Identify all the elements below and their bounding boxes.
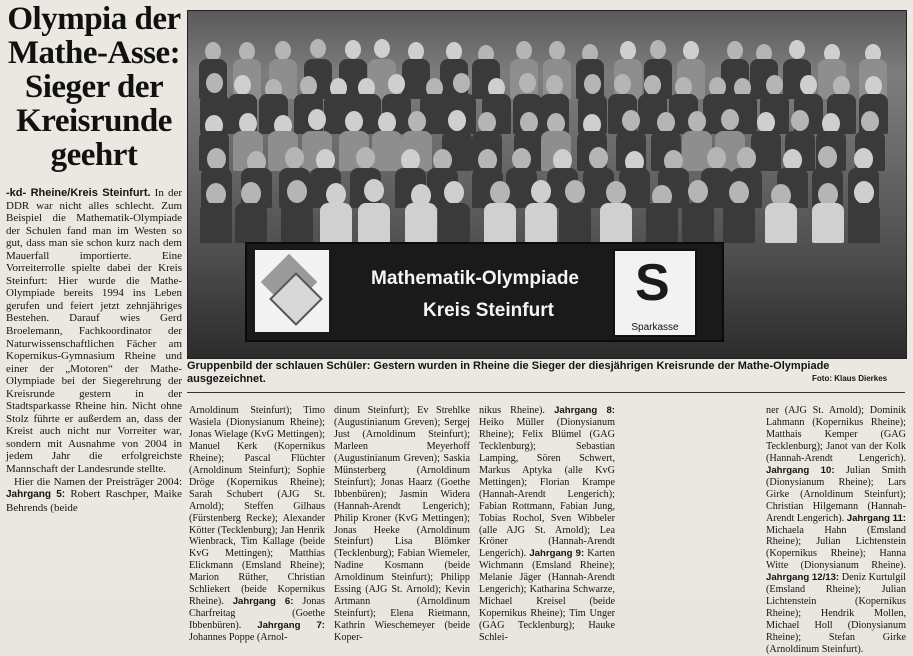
winner-list-text: ner (AJG St. Arnold); Dominik Lahmann (Kopernikus Rheine); Matthais Kemper (GAG Tecklenburg); Janot van der Kolk (Hannah-Arendt Lengerich).: [766, 405, 906, 464]
person-head: [364, 179, 384, 202]
person-body: [812, 203, 844, 243]
text-column: [479, 405, 615, 644]
winner-list-text: Deniz Kurtulgil (Emsland Rheine); Julian Lichtenstein (Kopernikus Rheine); Hendrik Mollen, Michael Holl (Dionysianum Rheine); Stefan Girke (Arnoldinum Steinfurt).: [766, 572, 906, 656]
year-group-label: Jahrgang 10:: [766, 464, 835, 476]
headline-line: Sieger der: [24, 69, 164, 105]
person-body: [682, 131, 712, 171]
person-head: [448, 110, 466, 131]
person-head: [688, 111, 706, 132]
person-body: [646, 203, 678, 243]
text-column: [334, 405, 470, 644]
person-head: [833, 76, 850, 96]
person-head: [620, 41, 636, 60]
text-column: [766, 405, 906, 656]
person-head: [206, 73, 223, 93]
person-body: [320, 203, 352, 243]
person-body: [525, 203, 557, 243]
year-group-label: Jahrgang 6:: [232, 596, 294, 608]
person-body: [848, 203, 880, 243]
person-head: [378, 112, 396, 133]
person-head: [721, 109, 739, 130]
person-body: [751, 131, 781, 171]
person-body: [281, 203, 313, 243]
headline-line: Mathe-Asse:: [7, 35, 181, 71]
sparkasse-label: Sparkasse: [631, 322, 679, 333]
winner-list-text: Julian Smith (Dionysianum Rheine); Lars Girke (Arnoldinum Steinfurt); Christian Hilgemann (Hannah-Arendt Lengerich).: [766, 464, 906, 524]
year-group-label: Jahrgang 7:: [257, 620, 325, 632]
text-column: [189, 405, 325, 644]
lead-paragraph: [6, 476, 182, 515]
person-head: [789, 40, 805, 59]
group-photo: [187, 10, 907, 359]
person-head: [650, 40, 666, 59]
person-body: [402, 59, 430, 99]
person-head: [345, 111, 363, 132]
winner-list-text: Heiko Müller (Dionysianum Rheine); Felix Blümel (GAG Tecklenburg); Sebastian Lamping, Sören Schwert, Markus Aptyka (alle KvG Mettingen); Florian Krampe (Hannah-Arendt Lengerich); Fabian Rottmann, Fabian Jung, Tobias Rochol, Sven Wibbeler (alle AJG St. Arnold); Lea Kröner (Hannah-Arendt Lengerich).: [479, 416, 615, 560]
person-body: [235, 203, 267, 243]
person-head: [546, 75, 563, 95]
year-group-label: Jahrgang 11:: [846, 512, 906, 524]
person-head: [861, 111, 879, 132]
winner-list-text: Karten Wichmann (Emsland Rheine); Melanie Jäger (Hannah-Arendt Lengerich); Katharina Schwarze, Michael Kreisel (beide Kopernikus Rheine); Tim Unger (GAG Tecklenburg); Hauke Schlei-: [479, 548, 616, 644]
person-head: [614, 74, 631, 94]
lead-text: Robert Raschper, Maike Behrends (beide: [6, 488, 182, 514]
winner-list-text: Michaela Hahn (Emsland Rheine); Julian Lichtenstein (Kopernikus Rheine); Hanna Witte (Dionysianum Rheine).: [766, 524, 906, 572]
person-head: [606, 181, 626, 204]
person-head: [478, 112, 496, 133]
photo-caption: Gruppenbild der schlauen Schüler: Gestern wurden in Rheine die Sieger der diesjährigen Kreisrunde der Mathe-Olympiade ausgezeichnet.: [187, 360, 830, 385]
person-head: [519, 73, 536, 93]
person-body: [405, 203, 437, 243]
person-body: [600, 203, 632, 243]
person-head: [683, 41, 699, 60]
year-group-label: Jahrgang 5:: [6, 489, 66, 501]
person-body: [484, 203, 516, 243]
person-head: [791, 110, 809, 131]
person-head: [766, 75, 783, 95]
person-head: [688, 180, 708, 203]
person-head: [275, 41, 291, 60]
person-body: [723, 203, 755, 243]
person-head: [729, 181, 749, 204]
headline-line: Olympia der: [7, 1, 181, 37]
person-body: [438, 203, 470, 243]
person-head: [531, 180, 551, 203]
sparkasse-logo: [613, 249, 697, 337]
person-head: [818, 146, 837, 168]
winner-list-text: dinum Steinfurt); Ev Strehlke (Augustinianum Greven); Sergej Just (Arnoldinum Steinfurt); Marleen Meyerhoff (Augustinianum Greven); Saskia Münsterberg (Arnoldinum Steinfurt); Jonas Haarz (Goethe Ibbenbüren); Jasmin Widera (Hannah-Arendt Lengerich); Philip Kroner (KvG Mettingen); Jonas Heeke (Arnoldinum Steinfurt) Lisa Blömker (Tecklenburg); Fabian Wiemeler, Nadine Kosmann (beide Arnoldinum Steinfurt); Philipp Essing (AJG St. Arnold); Kevin Artmann (Arnoldinum Steinfurt); Elena Rietmann, Kathrin Wieschemeyer (beide Koper-: [334, 405, 470, 644]
person-head: [453, 73, 470, 93]
winner-list-text: Jonas Charfreitag (Goethe Ibbenbüren).: [189, 596, 325, 632]
person-body: [559, 203, 591, 243]
person-body: [200, 203, 232, 243]
divider: [187, 392, 905, 393]
person-body: [420, 94, 449, 134]
person-head: [565, 180, 585, 203]
year-group-label: Jahrgang 12/13:: [766, 572, 840, 584]
photo-credit: Foto: Klaus Dierkes: [812, 374, 888, 383]
person-head: [727, 41, 743, 60]
person-head: [234, 75, 251, 95]
winner-list-text: Arnoldinum Steinfurt); Timo Wasiela (Dionysianum Rheine); Jonas Wielage (KvG Mettingen); Manuel Kerk (Kopernikus Rheine); Pascal Flüchter (Arnoldinum Steinfurt); Sophie Dröge (Kopernikus Rheine); Sarah Schubert (AJG St. Arnold); Steffen Gilhaus (Fürstenberg Recke); Alexander Kötter (Tecklenburg); Jan Henrik Wienbrack, Tim Kallage (beide KvG Mettingen); Matthias Elickmann (Emsland Rheine); Marion Rüther, Christian Schliekert (beide Kopernikus Rheine).: [189, 405, 325, 608]
dateline: -kd- Rheine/Kreis Steinfurt.: [6, 187, 151, 199]
headline-line: geehrt: [50, 137, 138, 173]
person-head: [408, 42, 424, 61]
person-head: [800, 75, 817, 95]
banner-title: Mathematik-Olympiade: [371, 268, 579, 289]
person-head: [287, 180, 307, 203]
lead-column: [6, 187, 182, 514]
person-head: [408, 111, 426, 132]
headline: [6, 2, 182, 172]
lead-text: In der DDR war nicht alles schlecht. Zum Beispiel die Mathematik-Olympiade der Schulen fand man im Westen so gut, dass man sie schon kurz nach dem Mauerfall importierte. Eine Vorreiterrolle spielte dabei der Kreis Steinfurt: Hier wurde die Mathe-Olympiade bereits 1994 ins Leben gerufen und feiert jetzt zehnjähriges Bestehen. Darauf wies Gerd Broelemann, Fachkoordinator der Naturwissenschaftlichen Fächer am Kopernikus-Gymnasium Rheine und einer der „Motoren“ der Mathe-Olympiade bei der Siegerehrung der Kreisrunde gestern in der Stadtsparkasse Rheine hin. Nicht ohne Stolz führte er außerdem an, dass der Kreist auch nicht nur Vorreiter war, sondern mit Ausnahme von 2004 in jedem Jahr die erfolgreichste Mannschaft der Landesrunde stellte.: [6, 187, 183, 476]
person-body: [682, 203, 714, 243]
person-head: [345, 40, 361, 59]
person-head: [374, 39, 390, 58]
person-head: [854, 181, 874, 204]
person-body: [765, 203, 797, 243]
olympiad-logo: [255, 250, 329, 332]
sparkasse-s-icon: S: [635, 254, 670, 312]
year-group-label: Jahrgang 9:: [529, 548, 585, 560]
person-body: [358, 203, 390, 243]
person-head: [549, 41, 565, 60]
year-group-label: Jahrgang 8:: [554, 405, 615, 416]
lead-paragraph: [6, 187, 182, 476]
person-head: [516, 41, 532, 60]
person-body: [372, 131, 402, 171]
headline-line: Kreisrunde: [16, 103, 172, 139]
person-head: [300, 76, 317, 96]
banner-subtitle: Kreis Steinfurt: [423, 300, 554, 321]
person-head: [584, 74, 601, 94]
person-head: [285, 147, 304, 169]
winner-list-text: nikus Rheine).: [479, 405, 555, 416]
person-head: [444, 181, 464, 204]
lead-text: Hier die Namen der Preisträger 2004:: [14, 475, 182, 488]
winner-list-text: Johannes Poppe (Arnol-: [189, 632, 288, 644]
person-head: [310, 39, 326, 58]
person-head: [241, 182, 261, 205]
